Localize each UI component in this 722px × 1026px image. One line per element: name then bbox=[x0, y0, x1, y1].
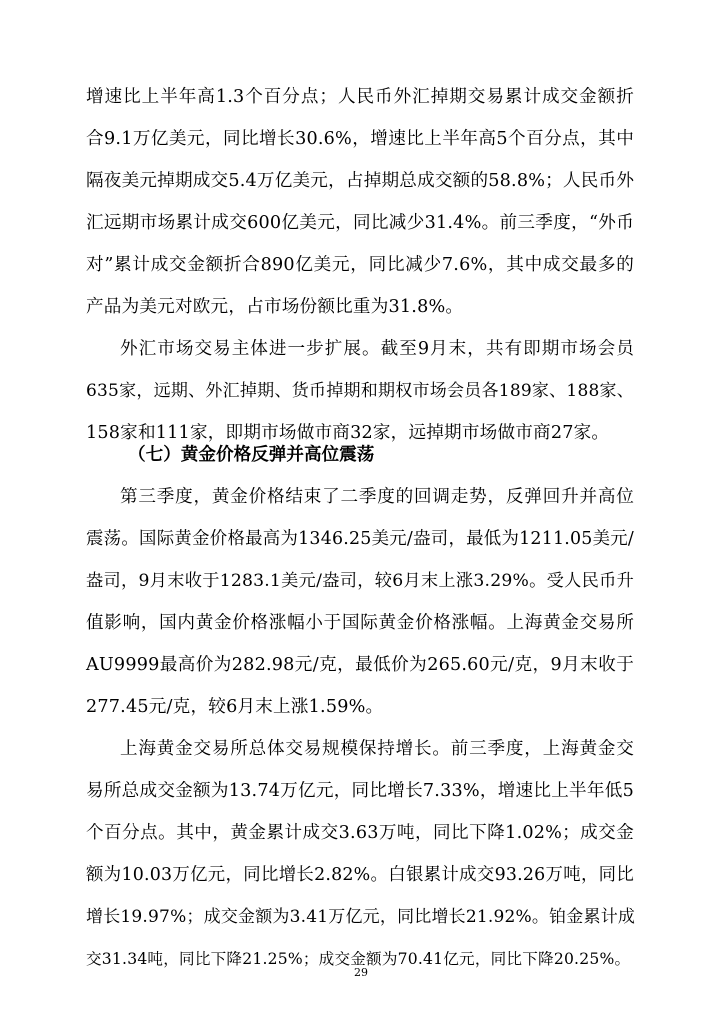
paragraph-line: 合9.1万亿美元，同比增长30.6%，增速比上半年高5个百分点，其中 bbox=[86, 129, 634, 149]
paragraph-line: 增速比上半年高1.3个百分点；人民币外汇掉期交易累计成交金额折 bbox=[86, 87, 634, 107]
paragraph-line: 635家，远期、外汇掉期、货币掉期和期权市场会员各189家、188家、 bbox=[86, 381, 634, 401]
paragraph-line: 上海黄金交易所总体交易规模保持增长。前三季度，上海黄金交 bbox=[120, 739, 634, 759]
paragraph-line: 隔夜美元掉期成交5.4万亿美元，占掉期总成交额的58.8%；人民币外 bbox=[86, 171, 635, 191]
paragraph-line: 个百分点。其中，黄金累计成交3.63万吨，同比下降1.02%；成交金 bbox=[86, 823, 634, 843]
paragraph-line: 277.45元/克，较6月末上涨1.59%。 bbox=[86, 697, 384, 717]
section-heading: （七）黄金价格反弹并高位震荡 bbox=[128, 445, 375, 465]
paragraph-line: 第三季度，黄金价格结束了二季度的回调走势，反弹回升并高位 bbox=[120, 487, 634, 507]
paragraph-line: 值影响，国内黄金价格涨幅小于国际黄金价格涨幅。上海黄金交易所 bbox=[86, 613, 634, 633]
page-number: 29 bbox=[354, 966, 368, 979]
paragraph-line: 震荡。国际黄金价格最高为1346.25美元/盎司，最低为1211.05美元/ bbox=[86, 529, 634, 549]
paragraph-line: AU9999最高价为282.98元/克，最低价为265.60元/克，9月末收于 bbox=[86, 655, 634, 675]
paragraph-line: 产品为美元对欧元，占市场份额比重为31.8%。 bbox=[86, 297, 464, 317]
paragraph-line: 额为10.03万亿元，同比增长2.82%。白银累计成交93.26万吨，同比 bbox=[86, 865, 634, 885]
paragraph-line: 盎司，9月末收于1283.1美元/盎司，较6月末上涨3.29%。受人民币升 bbox=[86, 571, 634, 591]
paragraph-line: 对”累计成交金额折合890亿美元，同比减少7.6%，其中成交最多的 bbox=[86, 255, 634, 275]
paragraph-line: 交31.34吨，同比下降21.25%；成交金额为70.41亿元，同比下降20.25%。 bbox=[86, 950, 631, 968]
paragraph-line: 158家和111家，即期市场做市商32家，远掉期市场做市商27家。 bbox=[86, 423, 610, 443]
paragraph-line: 外汇市场交易主体进一步扩展。截至9月末，共有即期市场会员 bbox=[120, 339, 634, 359]
paragraph-line: 易所总成交金额为13.74万亿元，同比增长7.33%，增速比上半年低5 bbox=[86, 781, 634, 801]
paragraph-line: 汇远期市场累计成交600亿美元，同比减少31.4%。前三季度，“外币 bbox=[86, 213, 634, 233]
paragraph-line: 增长19.97%；成交金额为3.41万亿元，同比增长21.92%。铂金累计成 bbox=[86, 907, 636, 927]
